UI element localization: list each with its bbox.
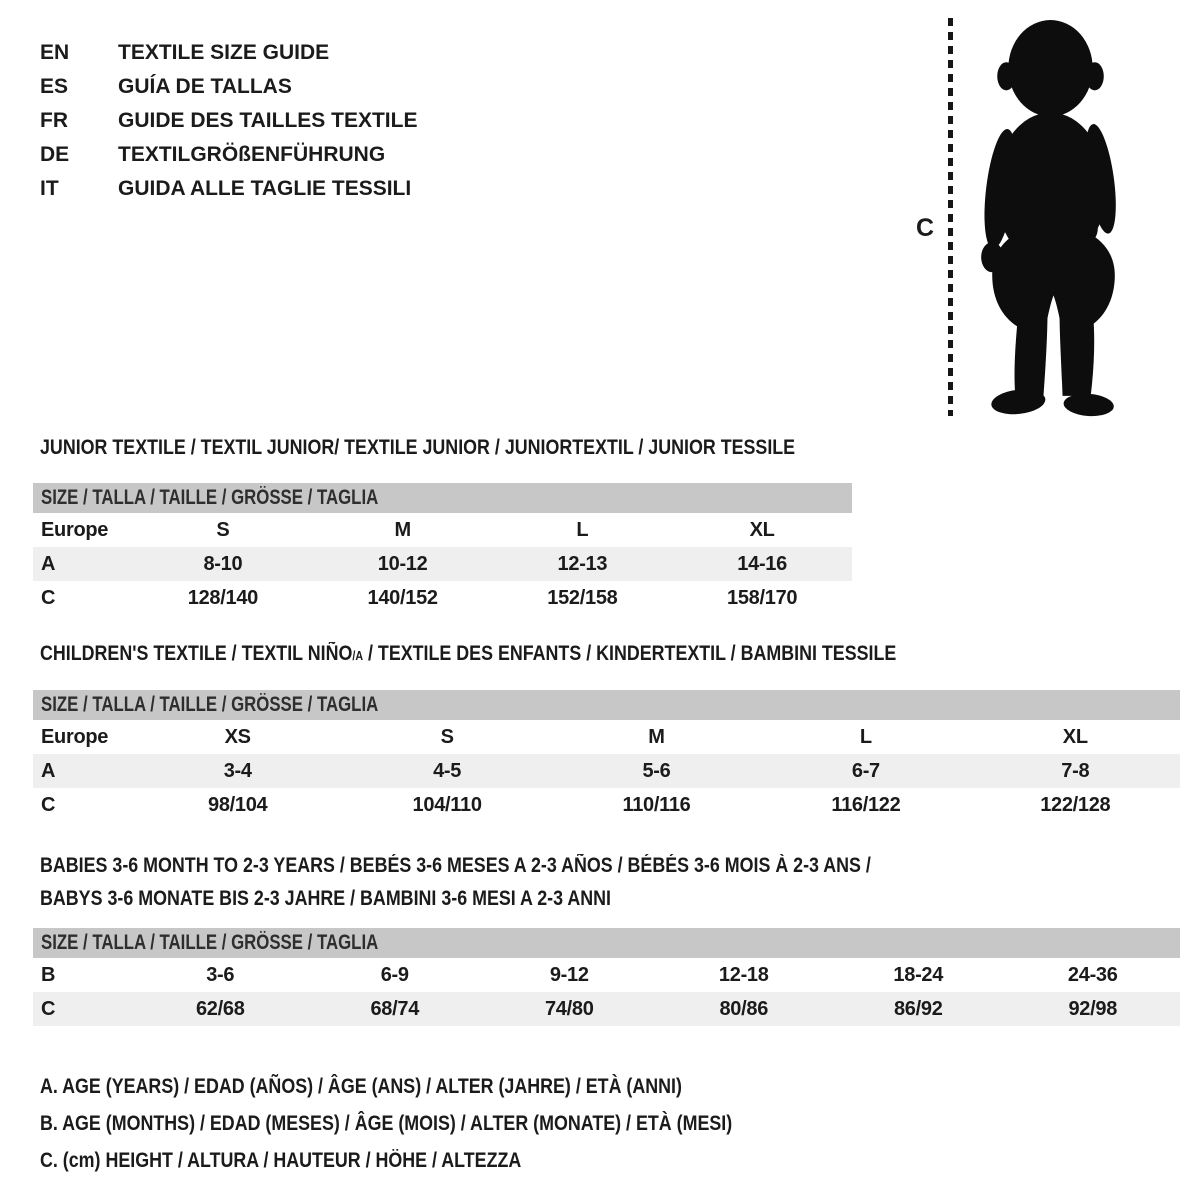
height-cell: 62/68: [195, 997, 245, 1020]
nino-a-subscript: /A: [352, 649, 364, 663]
height-cell: 104/110: [412, 793, 482, 816]
age-cell: 8-10: [203, 552, 243, 575]
language-list: [40, 36, 417, 206]
age-cell: 6-7: [851, 759, 880, 782]
table-row-europe: [33, 513, 852, 547]
age-cell: 3-6: [206, 963, 235, 986]
size-cell: M: [648, 725, 665, 748]
size-cell: L: [576, 518, 589, 541]
language-label: GUÍA DE TALLAS: [118, 75, 292, 98]
height-cell: 68/74: [370, 997, 420, 1020]
size-cell: XL: [1062, 725, 1088, 748]
language-row-fr: [40, 104, 417, 138]
language-label: GUIDE DES TAILLES TEXTILE: [118, 109, 418, 132]
age-cell: 7-8: [1061, 759, 1090, 782]
children-size-table: [33, 690, 1180, 822]
height-measure-label: C: [916, 214, 935, 242]
age-cell: 14-16: [737, 552, 787, 575]
language-row-de: [40, 138, 417, 172]
legend-line-c: C. (cm) HEIGHT / ALTURA / HAUTEUR / HÖHE / ALTEZZA: [40, 1149, 522, 1172]
row-label: A: [41, 759, 56, 782]
age-cell: 9-12: [549, 963, 589, 986]
height-cell: 80/86: [719, 997, 769, 1020]
height-cell: 98/104: [208, 793, 268, 816]
children-section-title: CHILDREN'S TEXTILE / TEXTIL NIÑO/A / TEXTILE DES ENFANTS / KINDERTEXTIL / BAMBINI TESSILE: [40, 642, 897, 665]
height-cell: 86/92: [893, 997, 943, 1020]
height-cell: 116/122: [831, 793, 901, 816]
size-cell: S: [216, 518, 230, 541]
size-cell: XS: [224, 725, 251, 748]
table-row-age: [33, 754, 1180, 788]
row-label: C: [41, 997, 56, 1020]
age-cell: 4-5: [433, 759, 462, 782]
row-label: Europe: [41, 518, 109, 541]
language-code: DE: [40, 143, 70, 166]
age-cell: 6-9: [380, 963, 409, 986]
junior-size-table: [33, 483, 852, 615]
height-cell: 158/170: [727, 586, 798, 609]
age-cell: 18-24: [893, 963, 944, 986]
language-label: TEXTILGRÖßENFÜHRUNG: [118, 143, 386, 166]
height-cell: 122/128: [1040, 793, 1111, 816]
height-cell: 74/80: [544, 997, 594, 1020]
table-row-height: [33, 788, 1180, 822]
table-row-age-months: [33, 958, 1180, 992]
table-row-europe: [33, 720, 1180, 754]
babies-size-table: [33, 928, 1180, 1026]
language-label: TEXTILE SIZE GUIDE: [118, 41, 330, 64]
age-cell: 12-18: [718, 963, 769, 986]
age-cell: 12-13: [557, 552, 608, 575]
table-row-height: [33, 992, 1180, 1026]
language-code: FR: [40, 109, 68, 132]
height-dashed-line: [948, 18, 953, 416]
height-cell: 152/158: [547, 586, 618, 609]
size-cell: L: [859, 725, 872, 748]
size-cell: M: [394, 518, 411, 541]
language-code: IT: [40, 177, 59, 200]
age-cell: 24-36: [1067, 963, 1118, 986]
toddler-silhouette-icon: [962, 16, 1138, 418]
table-row-age: [33, 547, 852, 581]
babies-section-title: BABIES 3-6 MONTH TO 2-3 YEARS / BEBÉS 3-6 MESES A 2-3 AÑOS / BÉBÉS 3-6 MOIS À 2-3 ANS / BABYS 3-6 MONATE BIS 2-3 JAHRE / BAMBINI 3-6 MESI A 2-3 ANNI: [40, 854, 871, 910]
junior-section-title: JUNIOR TEXTILE / TEXTIL JUNIOR/ TEXTILE JUNIOR / JUNIORTEXTIL / JUNIOR TESSILE: [40, 436, 796, 459]
height-cell: 140/152: [367, 586, 438, 609]
age-cell: 5-6: [642, 759, 671, 782]
language-row-en: [40, 36, 417, 70]
row-label: A: [41, 552, 56, 575]
language-row-it: [40, 172, 417, 206]
height-cell: 128/140: [187, 586, 258, 609]
size-cell: XL: [749, 518, 775, 541]
size-table-header: SIZE / TALLA / TAILLE / GRÖSSE / TAGLIA: [33, 928, 1180, 958]
legend-line-b: B. AGE (MONTHS) / EDAD (MESES) / ÂGE (MOIS) / ALTER (MONATE) / ETÀ (MESI): [40, 1112, 733, 1135]
size-table-header: SIZE / TALLA / TAILLE / GRÖSSE / TAGLIA: [33, 690, 1180, 720]
height-measure-figure: [890, 0, 1200, 440]
table-row-height: [33, 581, 852, 615]
language-row-es: [40, 70, 417, 104]
language-code: ES: [40, 75, 69, 98]
row-label: Europe: [41, 725, 109, 748]
age-cell: 3-4: [223, 759, 252, 782]
size-table-header: SIZE / TALLA / TAILLE / GRÖSSE / TAGLIA: [33, 483, 852, 513]
legend-line-a: A. AGE (YEARS) / EDAD (AÑOS) / ÂGE (ANS) / ALTER (JAHRE) / ETÀ (ANNI): [40, 1075, 682, 1098]
language-code: EN: [40, 41, 70, 64]
language-label: GUIDA ALLE TAGLIE TESSILI: [118, 177, 412, 200]
height-cell: 92/98: [1068, 997, 1118, 1020]
row-label: C: [41, 586, 56, 609]
legend: [40, 1068, 854, 1179]
size-cell: S: [440, 725, 454, 748]
height-cell: 110/116: [622, 793, 691, 816]
row-label: B: [41, 963, 56, 986]
age-cell: 10-12: [377, 552, 428, 575]
row-label: C: [41, 793, 56, 816]
